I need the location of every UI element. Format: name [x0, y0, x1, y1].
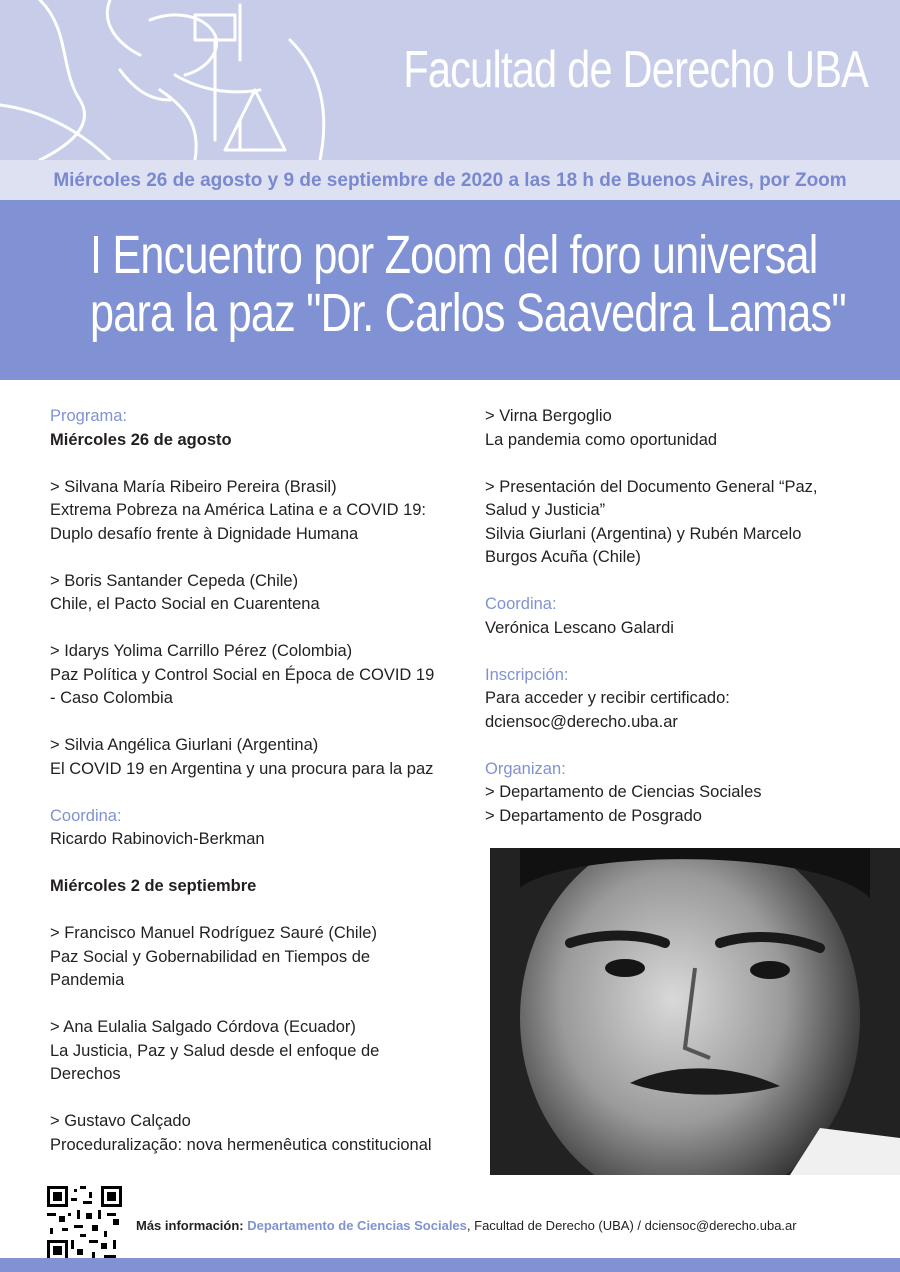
program-left-column: [50, 405, 460, 1157]
talk-title-line: La Justicia, Paz y Salud desde el enfoque de: [50, 1041, 380, 1060]
organizer-item: > Departamento de Posgrado: [485, 806, 702, 825]
talk-line: > Presentación del Documento General “Paz,: [485, 477, 818, 496]
header-band: [0, 0, 900, 160]
talk-speaker: > Ana Eulalia Salgado Córdova (Ecuador): [50, 1018, 356, 1036]
talk-title-line: - Caso Colombia: [50, 689, 173, 707]
justice-figure-illustration: [0, 0, 380, 160]
talk-item: [50, 1016, 460, 1087]
talk-title-line: Duplo desafío frente à Dignidade Humana: [50, 524, 359, 543]
coordina-label: Coordina:: [50, 806, 122, 825]
talk-line: Silvia Giurlani (Argentina) y Rubén Marcelo: [485, 524, 802, 543]
event-title-line-1: I Encuentro por Zoom del foro universal: [90, 225, 818, 285]
talk-speaker: > Boris Santander Cepeda (Chile): [50, 571, 299, 590]
footer-info: [136, 1218, 797, 1233]
event-dateline: Miércoles 26 de agosto y 9 de septiembre de 2020 a las 18 h de Buenos Aires, por Zoom: [0, 160, 900, 200]
program-right-column: [485, 405, 875, 828]
talk-title-line: Proceduralização: nova hermenêutica constitucional: [50, 1135, 432, 1154]
footer-rest: , Facultad de Derecho (UBA) / dciensoc@derecho.uba.ar: [466, 1218, 797, 1233]
talk-item: [50, 734, 460, 781]
footer-label: Más información:: [136, 1218, 244, 1233]
coordinator-name: Ricardo Rabinovich-Berkman: [50, 830, 265, 848]
talk-title-line: El COVID 19 en Argentina y una procura para la paz: [50, 759, 434, 778]
inscripcion-label: Inscripción:: [485, 665, 569, 684]
talk-item: [50, 1110, 460, 1157]
coordina-label: Coordina:: [485, 595, 557, 613]
talk-item: [50, 476, 460, 547]
talk-title-line: Chile, el Pacto Social en Cuarentena: [50, 595, 320, 613]
event-title: [90, 225, 846, 343]
talk-speaker: > Francisco Manuel Rodríguez Sauré (Chile): [50, 924, 377, 942]
inscripcion-email[interactable]: dciensoc@derecho.uba.ar: [485, 712, 678, 731]
organizan-label: Organizan:: [485, 759, 566, 778]
portrait-illustration: [490, 848, 900, 1175]
talk-line: Burgos Acuña (Chile): [485, 548, 641, 566]
footer-department-link[interactable]: Departamento de Ciencias Sociales: [247, 1218, 467, 1233]
event-title-line-2: para la paz "Dr. Carlos Saavedra Lamas": [90, 283, 846, 343]
talk-speaker: > Silvia Angélica Giurlani (Argentina): [50, 736, 319, 754]
talk-title-line: Paz Social y Gobernabilidad en Tiempos de: [50, 947, 371, 966]
programa-label: Programa:: [50, 407, 128, 425]
brand-title: Facultad de Derecho UBA: [403, 41, 868, 99]
talk-item: [485, 476, 875, 570]
talk-speaker: > Gustavo Calçado: [50, 1112, 191, 1130]
talk-item: [50, 570, 460, 617]
talk-item: [485, 405, 875, 452]
bottom-bar: [0, 1258, 900, 1272]
title-band: [0, 200, 900, 380]
qr-code[interactable]: [47, 1186, 122, 1261]
talk-title-line: La pandemia como oportunidad: [485, 430, 718, 449]
talk-speaker: > Silvana María Ribeiro Pereira (Brasil): [50, 477, 337, 496]
portrait-photo: [490, 848, 900, 1175]
talk-item: [50, 640, 460, 711]
talk-title-line: Extrema Pobreza na América Latina e a COVID 19:: [50, 501, 427, 519]
inscripcion-line: Para acceder y recibir certificado:: [485, 689, 730, 707]
talk-title-line: Derechos: [50, 1065, 121, 1083]
talk-speaker: > Virna Bergoglio: [485, 407, 612, 425]
talk-item: [50, 922, 460, 993]
talk-title-line: Pandemia: [50, 971, 125, 989]
talk-title-line: Paz Política y Control Social en Época de COVID 19: [50, 665, 435, 684]
day2-heading: Miércoles 2 de septiembre: [50, 877, 257, 895]
talk-speaker: > Idarys Yolima Carrillo Pérez (Colombia): [50, 642, 353, 660]
coordinator-name: Verónica Lescano Galardi: [485, 618, 674, 637]
talk-line: Salud y Justicia”: [485, 501, 606, 519]
organizer-item: > Departamento de Ciencias Sociales: [485, 783, 762, 801]
day1-heading: Miércoles 26 de agosto: [50, 430, 232, 449]
